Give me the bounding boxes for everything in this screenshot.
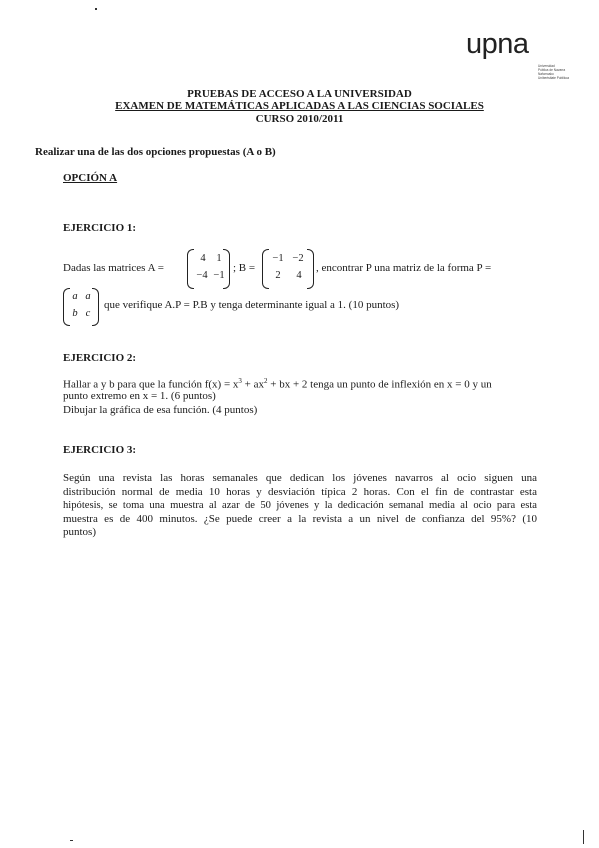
ex3-line: Según una revista las horas semanales que dedican los jóvenes navarros al ocio siguen una: [63, 472, 537, 484]
logo-subtext-line: Universidad: [538, 64, 555, 68]
ex3-line: muestra es de 400 minutos. ¿Se puede creer a la revista a un nivel de confianza del 95%? (10: [63, 512, 537, 525]
scan-mark: [95, 8, 97, 10]
matrix-a-cell: 4: [200, 253, 206, 264]
ex3-paragraph: [63, 472, 537, 540]
matrix-a: [187, 249, 230, 287]
matrix-p-cell: b: [72, 308, 78, 319]
matrix-b-cell: −1: [272, 253, 284, 264]
ex2-line-2: punto extremo en x = 1. (6 puntos): [63, 390, 216, 402]
instruction-main: Realizar una de las dos opciones propuestas: [35, 146, 240, 158]
exercise-3-title: EJERCICIO 3:: [63, 444, 137, 456]
logo-subtext: [538, 64, 578, 80]
ex3-line: puntos): [63, 526, 96, 538]
matrix-a-cell: −4: [196, 270, 208, 281]
ex2-line-3: Dibujar la gráfica de esa función. (4 puntos): [63, 404, 258, 416]
logo-wordmark: upna: [466, 28, 529, 60]
matrix-b: [262, 249, 314, 287]
instruction: [35, 146, 276, 160]
ex2-text: + ax: [241, 378, 265, 391]
exercise-2-title: EJERCICIO 2:: [63, 352, 137, 364]
matrix-p-cell: a: [72, 291, 78, 302]
ex2-exponent: 2: [264, 377, 268, 385]
matrix-a-cell: 1: [216, 253, 222, 264]
matrix-a-cell: −1: [213, 270, 225, 281]
ex2-text: Hallar a y b para que la función f(x) = x: [63, 378, 239, 391]
matrix-p: [63, 288, 99, 324]
option-title: OPCIÓN A: [63, 172, 118, 184]
exercise-1-title: EJERCICIO 1:: [63, 222, 137, 234]
instruction-options: (A o B): [242, 146, 276, 158]
header-line-2: EXAMEN DE MATEMÁTICAS APLICADAS A LAS CIENCIAS SOCIALES: [115, 100, 484, 112]
ex1-intro: Dadas las matrices A =: [63, 262, 164, 274]
logo-subtext-line: Pública de Navarra: [538, 68, 566, 72]
ex3-line: distribución normal de media 10 horas y desviación típica 2 horas. Con el fin de contrastar esta: [63, 485, 537, 498]
ex1-mid: , encontrar P una matriz de la forma P =: [316, 262, 492, 274]
matrix-p-cell: a: [85, 291, 91, 302]
ex1-sep: ; B =: [233, 262, 256, 274]
scan-mark: [583, 830, 584, 844]
matrix-b-cell: 2: [275, 270, 281, 281]
upna-logo: [466, 28, 576, 80]
logo-subtext-line: Nafarroako: [538, 72, 554, 76]
ex3-line: hipótesis, se toma una muestra al azar de 50 jóvenes y la dedicación semanal media al ocio para esta: [63, 500, 537, 511]
matrix-p-cell: c: [85, 308, 91, 319]
ex2-exponent: 3: [238, 377, 242, 385]
header-line-3: CURSO 2010/2011: [255, 113, 344, 125]
header-line-1: PRUEBAS DE ACCESO A LA UNIVERSIDAD: [187, 88, 412, 100]
scan-mark: [70, 840, 73, 841]
logo-subtext-line: Unibertsitate Publikoa: [538, 76, 570, 80]
ex2-text: + bx + 2 tenga un punto de inflexión en x = 0 y un: [267, 378, 492, 391]
ex1-end: que verifique A.P = P.B y tenga determinante igual a 1. (10 puntos): [104, 299, 400, 311]
matrix-b-cell: −2: [292, 253, 304, 264]
matrix-b-cell: 4: [296, 270, 302, 281]
